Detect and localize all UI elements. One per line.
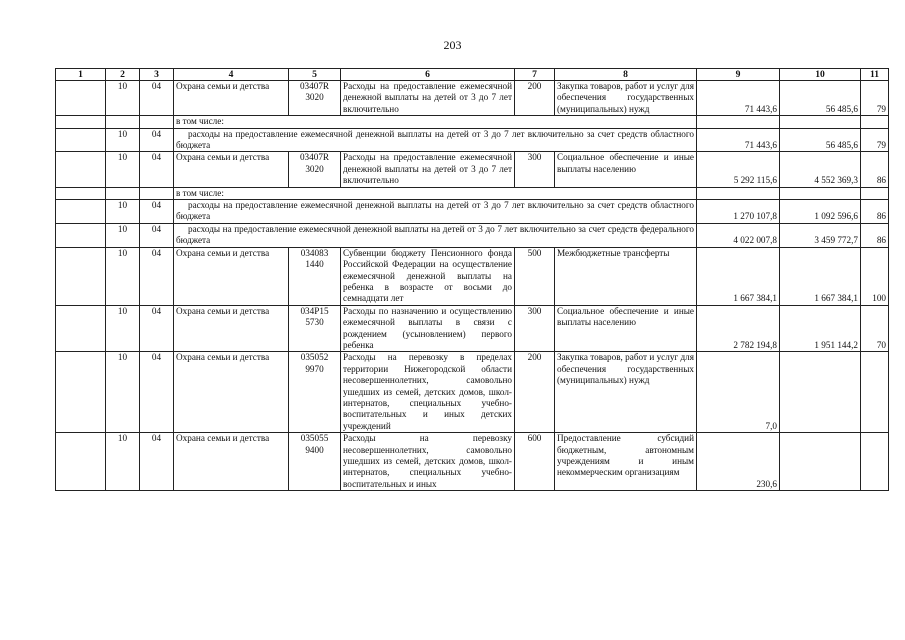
cell-target-code: 034P15 5730 xyxy=(289,305,341,352)
cell-blank xyxy=(56,200,106,224)
cell-blank xyxy=(56,187,106,199)
cell-blank xyxy=(56,305,106,352)
cell-plan: 230,6 xyxy=(697,433,780,491)
cell-blank xyxy=(780,187,861,199)
cell-sub-description: расходы на предоставление ежемесячной денежной выплаты на детей от 3 до 7 лет включительно за счет средств областного бюджета xyxy=(174,200,697,224)
cell-subsection: 04 xyxy=(140,128,174,152)
cell-actual xyxy=(780,352,861,433)
cell-name: Охрана семьи и детства xyxy=(174,247,289,305)
cell-name: Охрана семьи и детства xyxy=(174,305,289,352)
cell-actual xyxy=(780,433,861,491)
table-row xyxy=(56,305,889,352)
cell-subsection: 04 xyxy=(140,81,174,116)
cell-section: 10 xyxy=(106,433,140,491)
cell-section: 10 xyxy=(106,223,140,247)
col-header-10: 10 xyxy=(780,69,861,81)
cell-type-code: 300 xyxy=(515,152,555,187)
cell-type-name: Предоставление субсидий бюджетным, автономным учреждениям и иным некоммерческим организациям xyxy=(555,433,697,491)
cell-section: 10 xyxy=(106,128,140,152)
cell-type-code: 500 xyxy=(515,247,555,305)
cell-percent: 79 xyxy=(861,128,889,152)
cell-subsection: 04 xyxy=(140,247,174,305)
cell-blank xyxy=(697,187,780,199)
cell-blank xyxy=(56,152,106,187)
cell-type-name: Закупка товаров, работ и услуг для обеспечения государственных (муниципальных) нужд xyxy=(555,81,697,116)
cell-label: в том числе: xyxy=(174,187,697,199)
cell-target-code: 035055 9400 xyxy=(289,433,341,491)
cell-blank xyxy=(780,116,861,128)
cell-target-code: 03407R 3020 xyxy=(289,81,341,116)
page-number: 203 xyxy=(443,38,462,52)
col-header-6: 6 xyxy=(341,69,515,81)
cell-blank xyxy=(861,116,889,128)
cell-type-code: 200 xyxy=(515,352,555,433)
cell-section: 10 xyxy=(106,247,140,305)
cell-label: в том числе: xyxy=(174,116,697,128)
table-row xyxy=(56,116,889,128)
cell-subsection: 04 xyxy=(140,200,174,224)
cell-sub-description: расходы на предоставление ежемесячной денежной выплаты на детей от 3 до 7 лет включительно за счет средств федерального бюджета xyxy=(174,223,697,247)
cell-blank xyxy=(56,116,106,128)
cell-target-code: 03407R 3020 xyxy=(289,152,341,187)
cell-section: 10 xyxy=(106,152,140,187)
cell-description: Расходы на перевозку несовершеннолетних, самовольно ушедших из семей, детских домов, школ-интернатов, специальных учебно-воспитательных и иных xyxy=(341,433,515,491)
cell-type-name: Межбюджетные трансферты xyxy=(555,247,697,305)
cell-percent: 86 xyxy=(861,200,889,224)
cell-plan: 71 443,6 xyxy=(697,128,780,152)
cell-blank xyxy=(56,247,106,305)
cell-plan: 7,0 xyxy=(697,352,780,433)
cell-actual: 4 552 369,3 xyxy=(780,152,861,187)
cell-section: 10 xyxy=(106,352,140,433)
cell-percent: 70 xyxy=(861,305,889,352)
col-header-5: 5 xyxy=(289,69,341,81)
table-row xyxy=(56,187,889,199)
cell-blank xyxy=(140,187,174,199)
cell-blank xyxy=(56,81,106,116)
col-header-4: 4 xyxy=(174,69,289,81)
cell-percent: 86 xyxy=(861,152,889,187)
cell-type-code: 600 xyxy=(515,433,555,491)
table-row xyxy=(56,81,889,116)
cell-actual: 1 092 596,6 xyxy=(780,200,861,224)
cell-percent: 100 xyxy=(861,247,889,305)
cell-subsection: 04 xyxy=(140,433,174,491)
cell-type-name: Закупка товаров, работ и услуг для обеспечения государственных (муниципальных) нужд xyxy=(555,352,697,433)
table-row xyxy=(56,247,889,305)
cell-target-code: 034083 1440 xyxy=(289,247,341,305)
cell-blank xyxy=(861,187,889,199)
cell-plan: 2 782 194,8 xyxy=(697,305,780,352)
cell-blank xyxy=(56,223,106,247)
cell-type-name: Социальное обеспечение и иные выплаты населению xyxy=(555,152,697,187)
table-row xyxy=(56,152,889,187)
cell-type-code: 200 xyxy=(515,81,555,116)
header-row xyxy=(56,69,889,81)
table-row xyxy=(56,128,889,152)
cell-type-name: Социальное обеспечение и иные выплаты населению xyxy=(555,305,697,352)
cell-plan: 4 022 007,8 xyxy=(697,223,780,247)
cell-subsection: 04 xyxy=(140,152,174,187)
cell-actual: 1 667 384,1 xyxy=(780,247,861,305)
cell-actual: 56 485,6 xyxy=(780,81,861,116)
cell-description: Расходы на предоставление ежемесячной денежной выплаты на детей от 3 до 7 лет включительно xyxy=(341,152,515,187)
cell-name: Охрана семьи и детства xyxy=(174,152,289,187)
cell-plan: 1 270 107,8 xyxy=(697,200,780,224)
cell-description: Субвенции бюджету Пенсионного фонда Российской Федерации на осуществление ежемесячной денежной выплаты на ребенка в возрасте от восьми до семнадцати лет xyxy=(341,247,515,305)
cell-subsection: 04 xyxy=(140,223,174,247)
cell-plan: 5 292 115,6 xyxy=(697,152,780,187)
cell-description: Расходы на предоставление ежемесячной денежной выплаты на детей от 3 до 7 лет включительно xyxy=(341,81,515,116)
cell-section: 10 xyxy=(106,305,140,352)
cell-percent: 86 xyxy=(861,223,889,247)
col-header-1: 1 xyxy=(56,69,106,81)
cell-percent xyxy=(861,433,889,491)
table-row xyxy=(56,352,889,433)
cell-actual: 3 459 772,7 xyxy=(780,223,861,247)
table-row xyxy=(56,433,889,491)
cell-blank xyxy=(106,187,140,199)
cell-description: Расходы на перевозку в пределах территории Нижегородской области несовершеннолетних, самовольно ушедших из семей, детских домов, школ-интернатов, специальных учебно-воспитательных и иных детских учреждений xyxy=(341,352,515,433)
col-header-3: 3 xyxy=(140,69,174,81)
cell-plan: 1 667 384,1 xyxy=(697,247,780,305)
budget-table xyxy=(55,68,889,491)
cell-blank xyxy=(140,116,174,128)
table-row xyxy=(56,200,889,224)
col-header-8: 8 xyxy=(555,69,697,81)
col-header-2: 2 xyxy=(106,69,140,81)
cell-percent xyxy=(861,352,889,433)
cell-section: 10 xyxy=(106,81,140,116)
col-header-7: 7 xyxy=(515,69,555,81)
cell-name: Охрана семьи и детства xyxy=(174,433,289,491)
cell-percent: 79 xyxy=(861,81,889,116)
col-header-9: 9 xyxy=(697,69,780,81)
cell-blank xyxy=(106,116,140,128)
cell-blank xyxy=(56,433,106,491)
cell-subsection: 04 xyxy=(140,352,174,433)
cell-name: Охрана семьи и детства xyxy=(174,352,289,433)
cell-actual: 56 485,6 xyxy=(780,128,861,152)
table-row xyxy=(56,223,889,247)
cell-subsection: 04 xyxy=(140,305,174,352)
cell-type-code: 300 xyxy=(515,305,555,352)
cell-target-code: 035052 9970 xyxy=(289,352,341,433)
cell-name: Охрана семьи и детства xyxy=(174,81,289,116)
cell-blank xyxy=(56,352,106,433)
cell-blank xyxy=(56,128,106,152)
cell-actual: 1 951 144,2 xyxy=(780,305,861,352)
cell-sub-description: расходы на предоставление ежемесячной денежной выплаты на детей от 3 до 7 лет включительно за счет средств областного бюджета xyxy=(174,128,697,152)
cell-section: 10 xyxy=(106,200,140,224)
cell-blank xyxy=(697,116,780,128)
cell-plan: 71 443,6 xyxy=(697,81,780,116)
cell-description: Расходы по назначению и осуществлению ежемесячной выплаты в связи с рождением (усыновлением) первого ребенка xyxy=(341,305,515,352)
col-header-11: 11 xyxy=(861,69,889,81)
